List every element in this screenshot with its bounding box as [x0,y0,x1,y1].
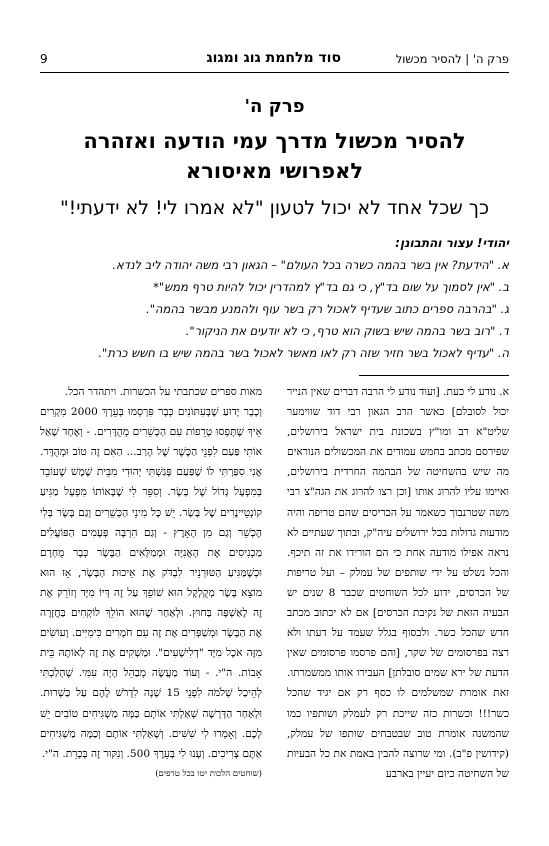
quote-item: ב. "אין לסמוך על שום בד"ץ, כי גם בד"ץ למהדרין יכול להיות טרף ממש"* [153,280,509,294]
chapter-subtitle: כך שכל אחד לא יכול לטעון "לא אמרו לי! לא ידעתי!" [59,197,490,219]
body-column-right [287,382,509,784]
running-header-book-title: סוד מלחמת גוג ומגוג [206,50,341,66]
chapter-title: להסיר מכשול מדרך עמי הודעה ואזהרה לאפרושי מאיסורא [83,129,466,183]
quote-item: ג. "בהרבה ספרים כתוב שעדיף לאכול רק בשר עוף ולהמנע מבשר בהמה". [146,302,509,316]
quote-item: א. "הידעת? אין בשר בהמה כשרה בכל העולם" – הגאון רבי משה יהודה ליב לנדא. [112,258,509,272]
quote-item: ה. "עדיף לאכול בשר חזיר שזה רק לאו מאשר לאכול בשר בהמה שיש בו חשש כרת". [98,346,509,360]
body-column-left [40,382,262,784]
page-number: 9 [40,52,48,66]
running-header-chapter: פרק ה' | להסיר מכשול [395,52,509,66]
quote-item: ד. "רוב בשר בהמה שיש בשוק הוא טרף, כי לא יודעים את הניקור". [185,324,509,338]
body-paragraph: א. נודע לי כעת. [ועוד נודע לי הרבה דברים שאין הנייר יכול לסובלם] כאשר הרב הגאון רבי דוד שווימער שליט"א רב ומו"ץ בשכונת בית ישראל בירושלים, שפירסם מכתב בחמש עמודים את המכשולים הנוראים מה שיש בהשחיטה של הבהמה החרדית בירושלים, ואיימו עליו להרוג אותו [וכן רצו להרוג את הגה"צ רבי משה שטרנבוך כשאמר על הכריסים שהם טריפה והיה מודעות גדולות בכל ירושלים עיה"ק, ובתוך שעתיים לא נראה אפילו מודעה אחת כי הם הורידו את זה תיכף. והכל נשלט על ידי שותפים של עמלק – ועל טריפות של הכרסים, ידוע לכל השוחטים שכבר 8 שנים יש הבעיה הזאת של נקיבת הכרסים] אם לא יכתוב מכתב חדש שהכל כשר. ולבסוף בגלל שעמד על דעתו ולא רצה בפרסומים של שקר, [והם פרסמו פרסומים שאין הדעת של ירא שמים סובלתן] העבירו אותו ממשמרתו. זאת אומרת שמשלמים לו כסף רק אם יגיד שהכל כשר!!! וכשרות כזה שייכת רק לעמלק ושותפיו כמו שהמשנה אומרת טוב שבטבחים שותפו של עמלק, (קידושין פ"ב). ומי שרוצה להבין באמת את כל הבעיות של השחיטה כיום יעיין בארבע [287,386,509,780]
running-header [40,50,509,73]
body-paragraph: וְכָבָר יָדוּעַ שֶׁבְּעִתּוֹנִים כְּבָר פִּרְסְמוּ בְּעֵרֶךְ 2000 מִקְרִים אֵיךְ שֶׁתָּפְסוּ טְרֵפוֹת עִם הַכְּשֵׁרִים מְהֻדָּרִים. - וְאֶחָד שָׁאַל אוֹתִי פַּעַם לִפְנֵי הַכֶּשֶׁר שֶׁל הָרַב... הַאִם זֶה טוֹב וּמְהֻדָּר. אֲנִי סִפַּרְתִּי לוֹ שֶׁפַּעַם פָּגַשְׁתִּי יְהוּדִי מִבֵּית שֶׁמֶשׁ שֶׁעוֹבֵד בְּמִפְעָל גָּדוֹל שֶׁל בָּשָׂר. וְסִפֵּר לִי שֶׁבָּאוֹתוֹ מִפְעָל מַגִּיעַ קוֹנְטֵיינֶרִים שֶׁל בָּשָׂר. יֵשׁ כָּל מִינֵי הַכְּשֵׁרִים וְגַם בָּשָׂר בְּלִי הֶכְשֵׁר וְגַם מִן הָאָרֶץ - וְגַם הִרְבָּה פְּעָמִים הַפּוֹעֲלִים מַכְנִיסִים אֶת הָאֲנִיָּה וּמְמַלְּאִים הַבָּשָׂר כְּבָר מֻחְרָם וּכְשֶׁמַּגִּיעַ הַטּוּרְנֵיר לִבְדֹּק אֶת אֵיכוּת הַבָּשָׂר, אָז הוּא מוֹצֵא בָּשָׂר מְקֻלְקָל הוּא שׁוֹפֵךְ עַל זֶה דְּיוֹ מִיָּד וְזוֹרֵק אֶת זֶה לָאַשְׁפָּה בַּחוּץ. וּלְאַחַר שֶׁהוּא הוֹלֵךְ לוֹקְחִים בַּחֲזָרָה אֶת הַבָּשָׂר וּמְשַׁפְּרִים אֶת זֶה עִם חֹמָרִים כִּימִיִּים. וְעוֹשִׂים מִזֶּה אֹכֶל מִיָּד "דְלִישָׁעִים". וּמַשְׁקִים אֶת זֶה לְאוֹתָהּ בֵּית אָבוֹת. ה"י. - וְעוֹד מַעֲשֶׂה מְבַהֵל הָיָה עִמִּי. שֶׁהָלַכְתִּי לְהֵיכַל שְׁלֹמֹה לִפְנֵי 15 שָׁנָה לִדְרֹשׁ לָהֶם עַל כַּשְׁרוּת. וּלְאַחַר הַדְּרָשָׁה שְׁאַלְתִּי אוֹתָם כַּמָּה מַשְׁגִּיחִים טוֹבִים יֵשׁ לָכֶם. וְאָמְרוּ לִי שִׁשִּׁים. וְשָׁאַלְתִּי אוֹתָם וְכַמָּה מַשְׁגִּיחִים אַתֶּם צְרִיכִים. וְעָנוּ לִי בְּעֵרֶךְ 500. וְנִקּוּר זֶה בְּכָרֵת. ה"י. [40,406,262,760]
chapter-label: פרק ה' [244,96,305,117]
source-note: (שוחטים הלכות יטו בכל טרפים) [155,768,262,779]
quotes-block [40,232,509,364]
body-paragraph-intro: מאות ספרים שכתבתי על הכשרות. ויתהדר הכל. [64,386,262,398]
quotes-heading: יהודי! עצור והתבונן: [395,236,509,250]
section-divider [359,375,509,376]
